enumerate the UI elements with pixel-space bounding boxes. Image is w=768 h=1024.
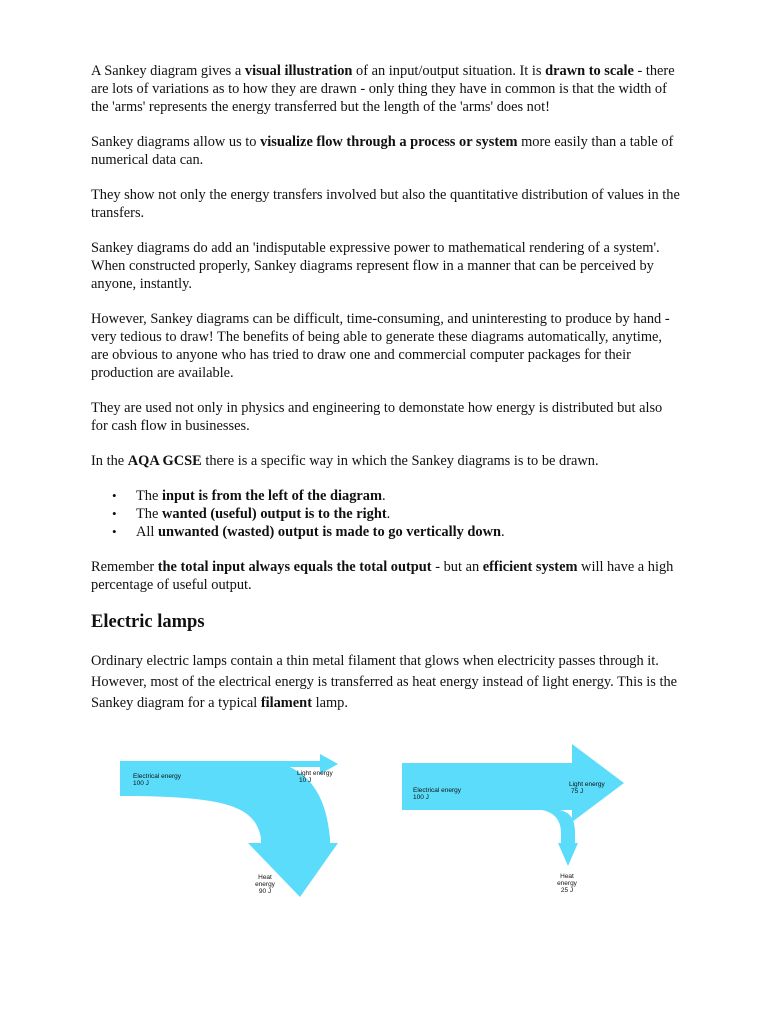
paragraph-transfers: They show not only the energy transfers involved but also the quantitative distribution of values in the transfers. — [91, 187, 680, 221]
sankey-diagram-efficient — [402, 743, 632, 895]
document-body — [91, 62, 681, 731]
paragraph-difficulty: However, Sankey diagrams can be difficult, time-consuming, and uninteresting to produce by hand - very tedious to draw! The benefits of being able to generate these diagrams automatically, anytime, are obvious to anyone who has tried to draw one and commercial computer packages for their production are available. — [91, 311, 670, 381]
sankey-flow-efficient — [402, 744, 624, 866]
rules-list-item: • The wanted (useful) output is to the right. — [136, 505, 681, 523]
sankey-diagram-filament — [120, 748, 360, 900]
heat-output-label: Heat energy 25 J — [557, 873, 577, 894]
heat-output-label: Heat energy 90 J — [255, 874, 275, 895]
paragraph-aqa: In the AQA GCSE there is a specific way in which the Sankey diagrams is to be drawn. — [91, 453, 599, 469]
paragraph-remember: Remember the total input always equals the total output - but an efficient system will have a high percentage of useful output. — [91, 559, 674, 593]
paragraph-filament: Ordinary electric lamps contain a thin metal filament that glows when electricity passes through it. However, most of the electrical energy is transferred as heat energy instead of light energy. This is the Sankey diagram for a typical filament lamp. — [91, 653, 678, 711]
input-label: Electrical energy 100 J — [133, 773, 182, 787]
paragraph-visualize: Sankey diagrams allow us to visualize flow through a process or system more easily than a table of numerical data can. — [91, 134, 674, 168]
paragraph-expressive-power: Sankey diagrams do add an 'indisputable expressive power to mathematical rendering of a system'. When constructed properly, Sankey diagrams represent flow in a manner that can be perceived by anyone, instantly. — [91, 240, 660, 292]
rules-list-item: • All unwanted (wasted) output is made to go vertically down. — [136, 523, 681, 541]
section-heading-electric-lamps: Electric lamps — [91, 612, 205, 632]
paragraph-intro: A Sankey diagram gives a visual illustration of an input/output situation. It is drawn to scale - there are lots of variations as to how they are drawn - only thing they have in common is that the width of the 'arms' represents the energy transferred but the length of the 'arms' does not! — [91, 63, 675, 115]
paragraph-uses: They are used not only in physics and engineering to demonstate how energy is distributed but also for cash flow in businesses. — [91, 400, 663, 434]
rules-list-item: • The input is from the left of the diagram. — [136, 487, 681, 505]
light-output-label: Light energy 75 J — [569, 781, 605, 795]
rules-list — [91, 487, 681, 541]
sankey-diagram-efficient-graphic — [402, 743, 632, 895]
input-label: Electrical energy 100 J — [413, 787, 462, 801]
light-output-label: Light energy 10 J — [297, 770, 333, 784]
